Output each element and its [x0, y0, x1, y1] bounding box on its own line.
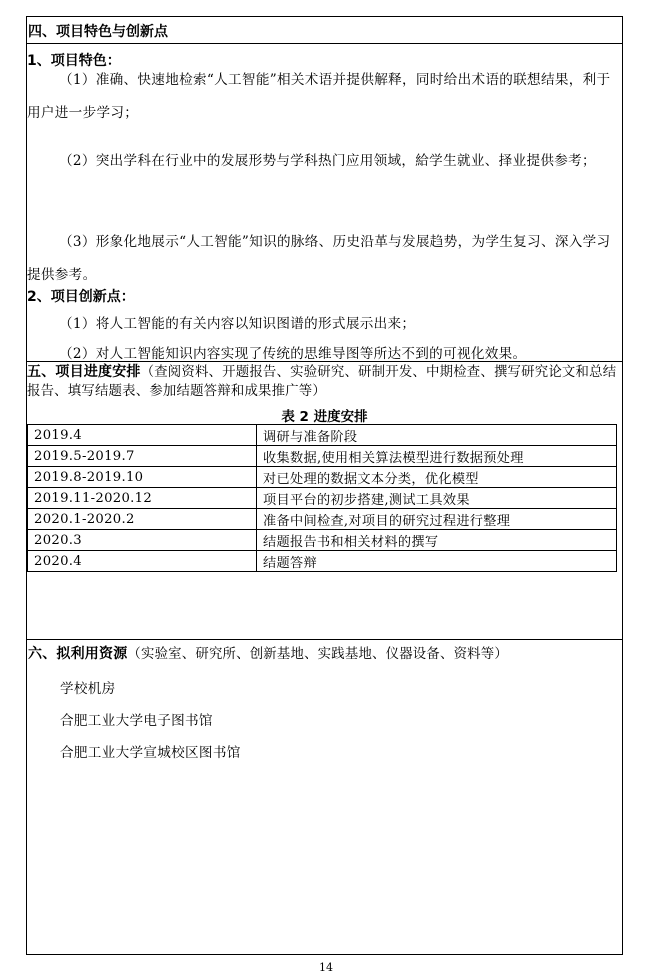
schedule-task: 调研与准备阶段	[257, 425, 617, 446]
table-row	[28, 425, 617, 446]
feature-item-1: （1）准确、快速地检索“人工智能”相关术语并提供解释，同时给出术语的联想结果，利于用户进一步学习；	[27, 72, 611, 121]
schedule-period: 2020.4	[28, 551, 257, 572]
table-row	[28, 467, 617, 488]
section6-content	[27, 640, 622, 954]
section6-heading	[28, 643, 508, 663]
schedule-task: 对已处理的数据文本分类，优化模型	[257, 467, 617, 488]
table-row	[28, 530, 617, 551]
page-number: 14	[319, 961, 333, 974]
resource-item: 合肥工业大学电子图书馆	[60, 713, 213, 729]
schedule-period: 2020.3	[28, 530, 257, 551]
schedule-task: 收集数据,使用相关算法模型进行数据预处理	[257, 446, 617, 467]
section5-heading	[27, 363, 621, 401]
schedule-period: 2019.11-2020.12	[28, 488, 257, 509]
innovation-item-1: （1）将人工智能的有关内容以知识图谱的形式展示出来；	[59, 316, 416, 332]
schedule-task: 准备中间检查,对项目的研究过程进行整理	[257, 509, 617, 530]
section5-note: （查阅资料、开题报告、实验研究、研制开发、中期检查、撰写研究论文和总结报告、填写结题表、参加结题答辩和成果推广等）	[27, 365, 617, 399]
section4-content	[27, 44, 622, 362]
resource-item: 学校机房	[60, 681, 116, 697]
schedule-period: 2019.4	[28, 425, 257, 446]
schedule-task: 项目平台的初步搭建,测试工具效果	[257, 488, 617, 509]
schedule-table-caption: 表 2 进度安排	[281, 409, 368, 425]
schedule-period: 2019.8-2019.10	[28, 467, 257, 488]
section5-title: 五、项目进度安排	[27, 364, 141, 380]
section4-title: 四、项目特色与创新点	[28, 24, 168, 40]
feature-item-2: （2）突出学科在行业中的发展形势与学科热门应用领域，給学生就业、择业提供参考；	[59, 153, 596, 169]
schedule-task: 结题答辩	[257, 551, 617, 572]
table-row	[28, 551, 617, 572]
section6-title: 六、拟利用资源	[28, 646, 128, 662]
schedule-period: 2019.5-2019.7	[28, 446, 257, 467]
form-page	[26, 16, 623, 955]
feature-item-3: （3）形象化地展示“人工智能”知识的脉络、历史沿革与发展趋势，为学生复习、深入学习提供参考。	[27, 234, 611, 283]
innovations-heading: 2、项目创新点：	[27, 289, 135, 305]
innovation-item-2: （2）对人工智能知识内容实现了传统的思维导图等所达不到的可视化效果。	[59, 346, 527, 362]
features-heading: 1、项目特色：	[27, 53, 121, 69]
table-row	[28, 488, 617, 509]
schedule-task: 结题报告书和相关材料的撰写	[257, 530, 617, 551]
section6-note: （实验室、研究所、创新基地、实践基地、仪器设备、资料等）	[127, 647, 508, 662]
schedule-period: 2020.1-2020.2	[28, 509, 257, 530]
table-row	[28, 446, 617, 467]
table-row	[28, 509, 617, 530]
resource-item: 合肥工业大学宣城校区图书馆	[60, 745, 241, 761]
section4-header-row	[27, 17, 622, 44]
schedule-table	[27, 424, 617, 572]
section5-content	[27, 362, 622, 640]
